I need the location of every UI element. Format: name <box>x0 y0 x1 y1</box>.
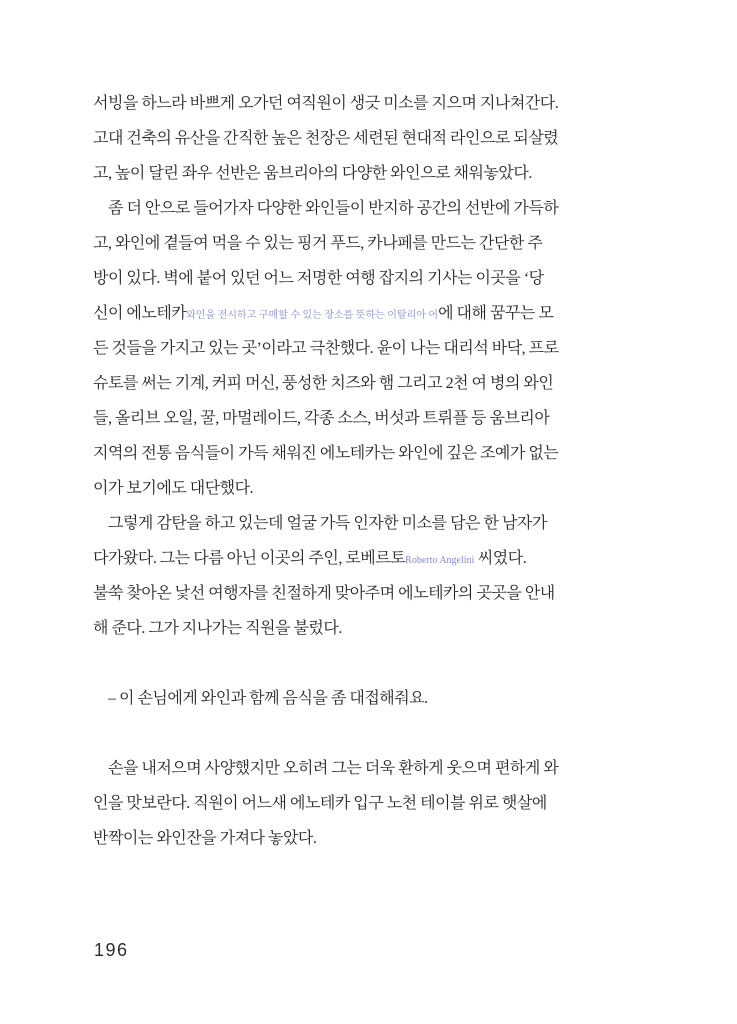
text-line <box>93 296 595 331</box>
page-number: 196 <box>94 940 129 960</box>
text-run: 좀 더 안으로 들어가자 다양한 와인들이 반지하 공간의 선반에 가득하 <box>108 200 559 217</box>
text-line <box>93 821 595 856</box>
text-run: 고, 높이 달린 좌우 선반은 움브리아의 다양한 와인으로 채워놓았다. <box>93 165 532 182</box>
text-run: 든 것들을 가지고 있는 곳’이라고 극찬했다. 윤이 나는 대리석 바닥, 프로 <box>93 340 559 357</box>
text-line <box>93 191 595 226</box>
text-run: 신이 에노테카 <box>93 305 187 322</box>
text-line <box>93 86 595 121</box>
inline-annotation: 와인을 전시하고 구매할 수 있는 장소를 뜻하는 이탈리아 어 <box>186 310 439 321</box>
text-line <box>93 506 595 541</box>
text-run: 들, 올리브 오일, 꿀, 마멀레이드, 각종 소스, 버섯과 트뤼플 등 움브리아 <box>93 410 550 427</box>
text-line <box>93 121 595 156</box>
text-run: 고, 와인에 곁들여 먹을 수 있는 핑거 푸드, 카나페를 만드는 간단한 주 <box>93 235 543 252</box>
text-line <box>93 156 595 191</box>
text-run: 불쑥 찾아온 낯선 여행자를 친절하게 맞아주며 에노테카의 곳곳을 안내 <box>93 585 555 602</box>
text-run: 반짝이는 와인잔을 가져다 놓았다. <box>93 830 317 847</box>
dialogue-line <box>93 681 595 716</box>
text-line <box>93 226 595 261</box>
text-run: 인을 맛보란다. 직원이 어느새 에노테카 입구 노천 테이블 위로 햇살에 <box>93 795 547 812</box>
paragraph-3 <box>93 506 595 646</box>
text-run: 방이 있다. 벽에 붙어 있던 어느 저명한 여행 잡지의 기사는 이곳을 ‘당 <box>93 270 544 287</box>
text-line <box>93 751 595 786</box>
text-line <box>93 611 595 646</box>
text-run: 씨였다. <box>474 550 527 567</box>
text-run: 슈토를 써는 기계, 커피 머신, 풍성한 치즈와 햄 그리고 2천 여 병의 와인 <box>93 375 554 392</box>
inline-annotation: Roberto Angelini <box>405 555 475 566</box>
text-line <box>93 471 595 506</box>
text-run: 지역의 전통 음식들이 가득 채워진 에노테카는 와인에 깊은 조예가 없는 <box>93 445 559 462</box>
text-line <box>93 366 595 401</box>
text-line <box>93 541 595 576</box>
text-run: – 이 손님에게 와인과 함께 음식을 좀 대접해줘요. <box>108 690 428 707</box>
text-run: 에 대해 꿈꾸는 모 <box>438 305 554 322</box>
text-run: 다가왔다. 그는 다름 아닌 이곳의 주인, 로베르토 <box>93 550 406 567</box>
paragraph-2 <box>93 191 595 506</box>
text-line <box>93 436 595 471</box>
paragraph-4 <box>93 751 595 856</box>
text-line <box>93 261 595 296</box>
body-text <box>93 86 595 856</box>
text-line <box>93 786 595 821</box>
text-line <box>93 681 595 716</box>
paragraph-1 <box>93 86 595 191</box>
text-run: 그렇게 감탄을 하고 있는데 얼굴 가득 인자한 미소를 담은 한 남자가 <box>108 515 547 532</box>
text-run: 해 준다. 그가 지나가는 직원을 불렀다. <box>93 620 342 637</box>
text-line <box>93 331 595 366</box>
text-run: 손을 내저으며 사양했지만 오히려 그는 더욱 환하게 웃으며 편하게 와 <box>108 760 559 777</box>
text-line <box>93 401 595 436</box>
text-run: 고대 건축의 유산을 간직한 높은 천장은 세련된 현대적 라인으로 되살렸 <box>93 130 559 147</box>
text-run: 이가 보기에도 대단했다. <box>93 480 254 497</box>
text-line <box>93 576 595 611</box>
text-run: 서빙을 하느라 바쁘게 오가던 여직원이 생긋 미소를 지으며 지나쳐간다. <box>93 95 559 112</box>
